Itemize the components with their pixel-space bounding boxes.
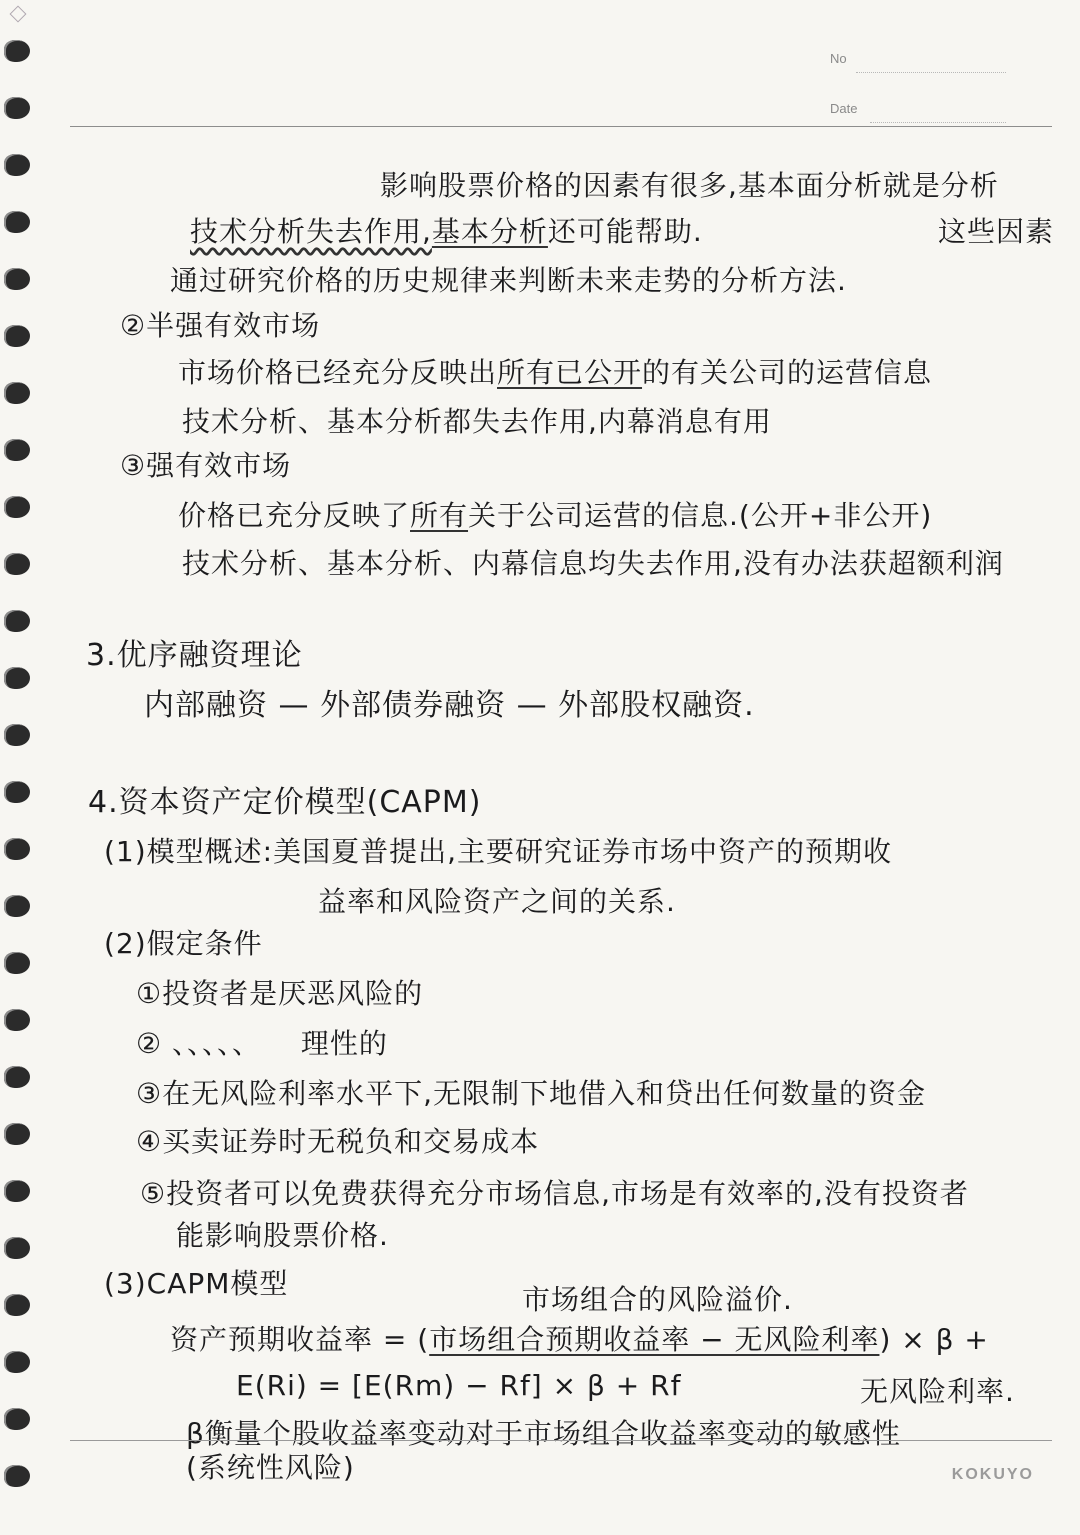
list-item: ③在无风险利率水平下,无限制下地借入和贷出任何数量的资金 — [136, 1077, 927, 1110]
formula-line: 资产预期收益率 = (市场组合预期收益率 − 无风险利率) × β + — [170, 1323, 989, 1356]
binding-hole — [4, 211, 30, 233]
no-label: No — [830, 51, 847, 66]
note-line: β衡量个股收益率变动对于市场组合收益率变动的敏感性 — [186, 1417, 901, 1450]
header-rule — [70, 126, 1052, 127]
wavy-underlined-text: 技术分析失去作用, — [190, 215, 432, 248]
formula-line: E(Ri) = [E(Rm) − Rf] × β + Rf — [236, 1369, 682, 1402]
list-item: ①投资者是厌恶风险的 — [136, 977, 424, 1010]
binding-hole — [4, 1066, 30, 1088]
bottom-rule — [70, 1440, 1052, 1441]
binding-hole — [4, 439, 30, 461]
note-line: 这些因素 — [938, 215, 1055, 248]
section-heading: ③强有效市场 — [120, 449, 292, 482]
note-line: 价格已充分反映了所有关于公司运营的信息.(公开+非公开) — [178, 499, 933, 532]
underlined-text: 基本分析 — [431, 215, 548, 248]
note-line: 内部融资 — 外部债券融资 — 外部股权融资. — [144, 688, 755, 723]
binding-hole — [4, 40, 30, 62]
date-line — [870, 122, 1006, 123]
subsection-heading: (2)假定条件 — [104, 927, 263, 960]
binding-hole — [4, 1408, 30, 1430]
underlined-text: 所有 — [410, 499, 469, 532]
no-line — [856, 72, 1006, 73]
list-item: ⑤投资者可以免费获得充分市场信息,市场是有效率的,没有投资者 — [140, 1177, 969, 1210]
binding-hole — [4, 952, 30, 974]
note-line: (系统性风险) — [186, 1451, 355, 1484]
binding-hole — [4, 553, 30, 575]
annotation-note: 市场组合的风险溢价. — [522, 1283, 793, 1316]
underlined-text: 所有已公开 — [497, 356, 643, 389]
section-heading: ②半强有效市场 — [120, 309, 321, 342]
list-item-continuation: 能影响股票价格. — [176, 1219, 389, 1252]
note-line: (1)模型概述:美国夏普提出,主要研究证券市场中资产的预期收 — [104, 835, 892, 868]
annotation-note: 无风险利率. — [860, 1375, 1015, 1408]
date-label: Date — [830, 101, 858, 116]
binding-hole — [4, 667, 30, 689]
list-item: ④买卖证券时无税负和交易成本 — [136, 1125, 540, 1158]
binding-hole — [4, 1351, 30, 1373]
binding-hole — [4, 154, 30, 176]
spiral-binding — [0, 0, 48, 1535]
binding-hole — [4, 724, 30, 746]
binding-hole — [4, 895, 30, 917]
note-line: 技术分析、基本分析、内幕信息均失去作用,没有办法获超额利润 — [182, 547, 1004, 580]
binding-hole — [4, 268, 30, 290]
binding-hole — [4, 838, 30, 860]
note-line: 益率和风险资产之间的关系. — [318, 885, 676, 918]
binding-hole — [4, 496, 30, 518]
binding-hole — [4, 781, 30, 803]
binding-hole — [4, 610, 30, 632]
binding-hole — [4, 1237, 30, 1259]
note-line: 市场价格已经充分反映出所有已公开的有关公司的运营信息 — [178, 356, 933, 389]
note-line: 技术分析、基本分析都失去作用,内幕消息有用 — [182, 405, 772, 438]
binding-hole — [4, 1009, 30, 1031]
corner-mark-icon — [10, 6, 27, 23]
section-heading: 3.优序融资理论 — [86, 638, 303, 673]
binding-hole — [4, 1294, 30, 1316]
note-line: 通过研究价格的历史规律来判断未来走势的分析方法. — [170, 264, 847, 297]
subsection-heading: (3)CAPM模型 — [104, 1267, 289, 1300]
binding-hole — [4, 1180, 30, 1202]
binding-hole — [4, 97, 30, 119]
binding-hole — [4, 1123, 30, 1145]
note-line: 影响股票价格的因素有很多,基本面分析就是分析 — [380, 169, 999, 202]
section-heading: 4.资本资产定价模型(CAPM) — [88, 785, 482, 820]
list-item: ② 、、、、、 理性的 — [136, 1027, 388, 1060]
note-line: 技术分析失去作用,基本分析还可能帮助. — [190, 215, 703, 248]
underlined-text: 市场组合预期收益率 − 无风险利率 — [429, 1323, 880, 1356]
binding-hole — [4, 1465, 30, 1487]
binding-hole — [4, 325, 30, 347]
binding-hole — [4, 382, 30, 404]
brand-logo: KOKUYO — [951, 1466, 1034, 1483]
